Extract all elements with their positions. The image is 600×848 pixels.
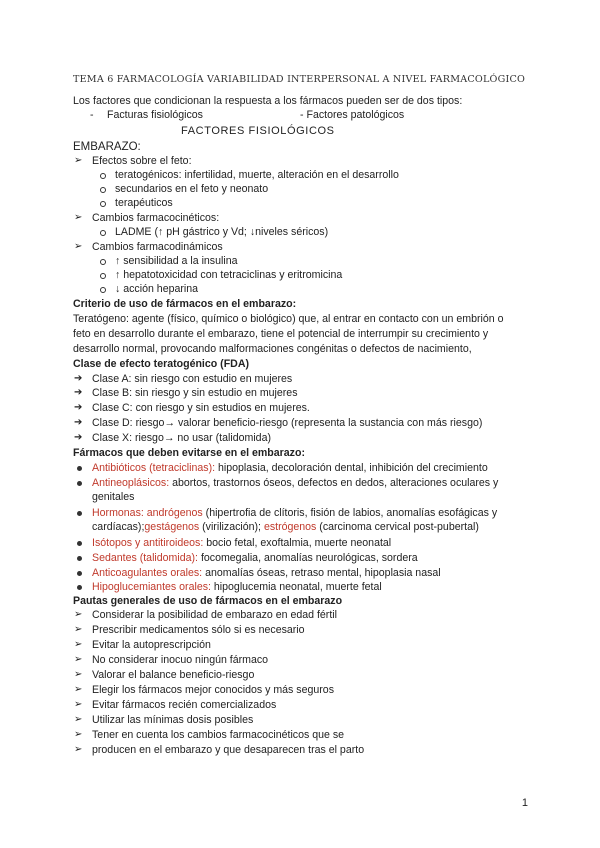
type-physiological: Facturas fisiológicos bbox=[107, 109, 203, 121]
list-item: Evitar la autoprescripción bbox=[92, 639, 211, 651]
arrowhead-bullet-icon: ➢ bbox=[74, 744, 83, 755]
list-item: LADME (↑ pH gástrico y Vd; ↓niveles séricos) bbox=[115, 226, 329, 238]
list-item: Clase D: riesgo→ valorar beneficio-riesgo (representa la sustancia con más riesgo) bbox=[92, 417, 483, 429]
arrowhead-bullet-icon: ➢ bbox=[74, 639, 83, 650]
farmacocineticos-label: Cambios farmacocinéticos: bbox=[92, 212, 220, 224]
arrowhead-bullet-icon: ➢ bbox=[74, 669, 83, 680]
list-item: terapéuticos bbox=[115, 197, 173, 209]
arrowhead-bullet-icon: ➢ bbox=[74, 654, 83, 665]
list-item: Clase A: sin riesgo con estudio en mujeres bbox=[92, 373, 293, 385]
dot-bullet-icon bbox=[77, 466, 82, 471]
criterio-heading: Criterio de uso de fármacos en el embarazo: bbox=[73, 298, 297, 310]
list-item bbox=[92, 580, 382, 594]
list-item: No considerar inocuo ningún fármaco bbox=[92, 654, 269, 666]
arrowhead-bullet-icon: ➢ bbox=[74, 729, 83, 740]
list-item: Utilizar las mínimas dosis posibles bbox=[92, 714, 254, 726]
drug-effects: hipoplasia, decoloración dental, inhibición del crecimiento bbox=[215, 462, 488, 474]
type-dash: - bbox=[90, 109, 94, 121]
list-item bbox=[92, 506, 497, 520]
drug-class: Hormonas: andrógenos bbox=[92, 507, 203, 519]
list-item bbox=[92, 476, 498, 490]
drug-effects: hipoglucemia neonatal, muerte fetal bbox=[210, 581, 382, 593]
circle-bullet-icon bbox=[100, 230, 106, 236]
circle-bullet-icon bbox=[100, 173, 106, 179]
efectos-label: Efectos sobre el feto: bbox=[92, 155, 192, 167]
list-item: Tener en cuenta los cambios farmacocinéticos que se bbox=[92, 729, 345, 741]
list-item bbox=[92, 551, 418, 565]
list-item: teratogénicos: infertilidad, muerte, alteración en el desarrollo bbox=[115, 169, 399, 181]
arrowhead-bullet-icon: ➢ bbox=[74, 684, 83, 695]
embarazo-heading: EMBARAZO: bbox=[73, 141, 141, 153]
arrow-bullet-icon: ➔ bbox=[74, 402, 83, 413]
dot-bullet-icon bbox=[77, 541, 82, 546]
dot-bullet-icon bbox=[77, 585, 82, 590]
drug-class: Antibióticos (tetraciclinas): bbox=[92, 462, 216, 474]
drug-effects: (carcinoma cervical post-pubertal) bbox=[316, 521, 479, 533]
drug-class: Isótopos y antitiroideos: bbox=[92, 537, 204, 549]
list-item: Clase B: sin riesgo y sin estudio en mujeres bbox=[92, 387, 298, 399]
arrowhead-bullet-icon: ➢ bbox=[74, 609, 83, 620]
drug-class: estrógenos bbox=[261, 521, 317, 533]
dot-bullet-icon bbox=[77, 556, 82, 561]
drug-class: Hipoglucemiantes orales: bbox=[92, 581, 211, 593]
drug-class: Anticoagulantes orales: bbox=[92, 567, 203, 579]
paragraph-line: feto en desarrollo durante el embarazo, tiene el potencial de interrumpir su crecimiento y bbox=[73, 328, 489, 340]
circle-bullet-icon bbox=[100, 259, 106, 265]
arrowhead-bullet-icon: ➢ bbox=[74, 155, 83, 166]
list-item: Considerar la posibilidad de embarazo en edad fértil bbox=[92, 609, 337, 621]
arrow-bullet-icon: ➔ bbox=[74, 417, 83, 428]
drug-effects: (virilización); bbox=[199, 521, 261, 533]
fda-heading: Clase de efecto teratogénico (FDA) bbox=[73, 358, 250, 370]
list-item: Valorar el balance beneficio-riesgo bbox=[92, 669, 255, 681]
list-item-continuation: genitales bbox=[92, 491, 135, 503]
arrowhead-bullet-icon: ➢ bbox=[74, 624, 83, 635]
circle-bullet-icon bbox=[100, 273, 106, 279]
circle-bullet-icon bbox=[100, 287, 106, 293]
paragraph-line: Teratógeno: agente (físico, químico o biológico) que, al entrar en contacto con un embrión o bbox=[73, 313, 504, 325]
arrowhead-bullet-icon: ➢ bbox=[74, 714, 83, 725]
section-title: FACTORES FISIOLÓGICOS bbox=[181, 125, 335, 137]
evitar-heading: Fármacos que deben evitarse en el embarazo: bbox=[73, 447, 305, 459]
dot-bullet-icon bbox=[77, 481, 82, 486]
arrow-bullet-icon: ➔ bbox=[74, 432, 83, 443]
drug-class: Sedantes (talidomida): bbox=[92, 552, 198, 564]
list-item: Prescribir medicamentos sólo si es necesario bbox=[92, 624, 305, 636]
list-item: ↑ sensibilidad a la insulina bbox=[115, 255, 238, 267]
paragraph-line: desarrollo normal, provocando malformaciones congénitas o defectos de nacimiento, bbox=[73, 343, 472, 355]
list-item: Elegir los fármacos mejor conocidos y más seguros bbox=[92, 684, 334, 696]
page-title: TEMA 6 FARMACOLOGÍA VARIABILIDAD INTERPERSONAL A NIVEL FARMACOLÓGICO bbox=[73, 74, 526, 85]
arrowhead-bullet-icon: ➢ bbox=[74, 241, 83, 252]
drug-class: Antineoplásicos: bbox=[92, 477, 170, 489]
intro-text: Los factores que condicionan la respuesta a los fármacos pueden ser de dos tipos: bbox=[73, 95, 463, 107]
arrow-bullet-icon: ➔ bbox=[74, 373, 83, 384]
list-item bbox=[92, 536, 391, 550]
list-item-continuation bbox=[92, 520, 479, 534]
arrowhead-bullet-icon: ➢ bbox=[74, 699, 83, 710]
list-item: ↑ hepatotoxicidad con tetraciclinas y eritromicina bbox=[115, 269, 343, 281]
arrowhead-bullet-icon: ➢ bbox=[74, 212, 83, 223]
farmacodinamicos-label: Cambios farmacodinámicos bbox=[92, 241, 223, 253]
dot-bullet-icon bbox=[77, 511, 82, 516]
drug-class: gestágenos bbox=[144, 521, 200, 533]
list-item bbox=[92, 461, 488, 475]
drug-effects: abortos, trastornos óseos, defectos en dedos, alteraciones oculares y bbox=[169, 477, 499, 489]
page-number: 1 bbox=[521, 797, 528, 809]
list-item: secundarios en el feto y neonato bbox=[115, 183, 269, 195]
drug-effects: cardíacas); bbox=[92, 521, 145, 533]
drug-effects: (hipertrofia de clítoris, fisión de labios, anomalías esofágicas y bbox=[202, 507, 498, 519]
list-item: Clase X: riesgo→ no usar (talidomida) bbox=[92, 432, 271, 444]
pautas-heading: Pautas generales de uso de fármacos en el embarazo bbox=[73, 595, 343, 607]
drug-effects: bocio fetal, exoftalmia, muerte neonatal bbox=[203, 537, 392, 549]
drug-effects: anomalías óseas, retraso mental, hipoplasia nasal bbox=[202, 567, 441, 579]
drug-effects: focomegalia, anomalías neurológicas, sordera bbox=[198, 552, 418, 564]
list-item: Clase C: con riesgo y sin estudios en mujeres. bbox=[92, 402, 310, 414]
list-item: ↓ acción heparina bbox=[115, 283, 199, 295]
list-item: producen en el embarazo y que desaparecen tras el parto bbox=[92, 744, 365, 756]
circle-bullet-icon bbox=[100, 187, 106, 193]
type-pathological: - Factores patológicos bbox=[300, 109, 405, 121]
list-item: Evitar fármacos recién comercializados bbox=[92, 699, 277, 711]
dot-bullet-icon bbox=[77, 571, 82, 576]
circle-bullet-icon bbox=[100, 201, 106, 207]
list-item bbox=[92, 566, 441, 580]
arrow-bullet-icon: ➔ bbox=[74, 387, 83, 398]
